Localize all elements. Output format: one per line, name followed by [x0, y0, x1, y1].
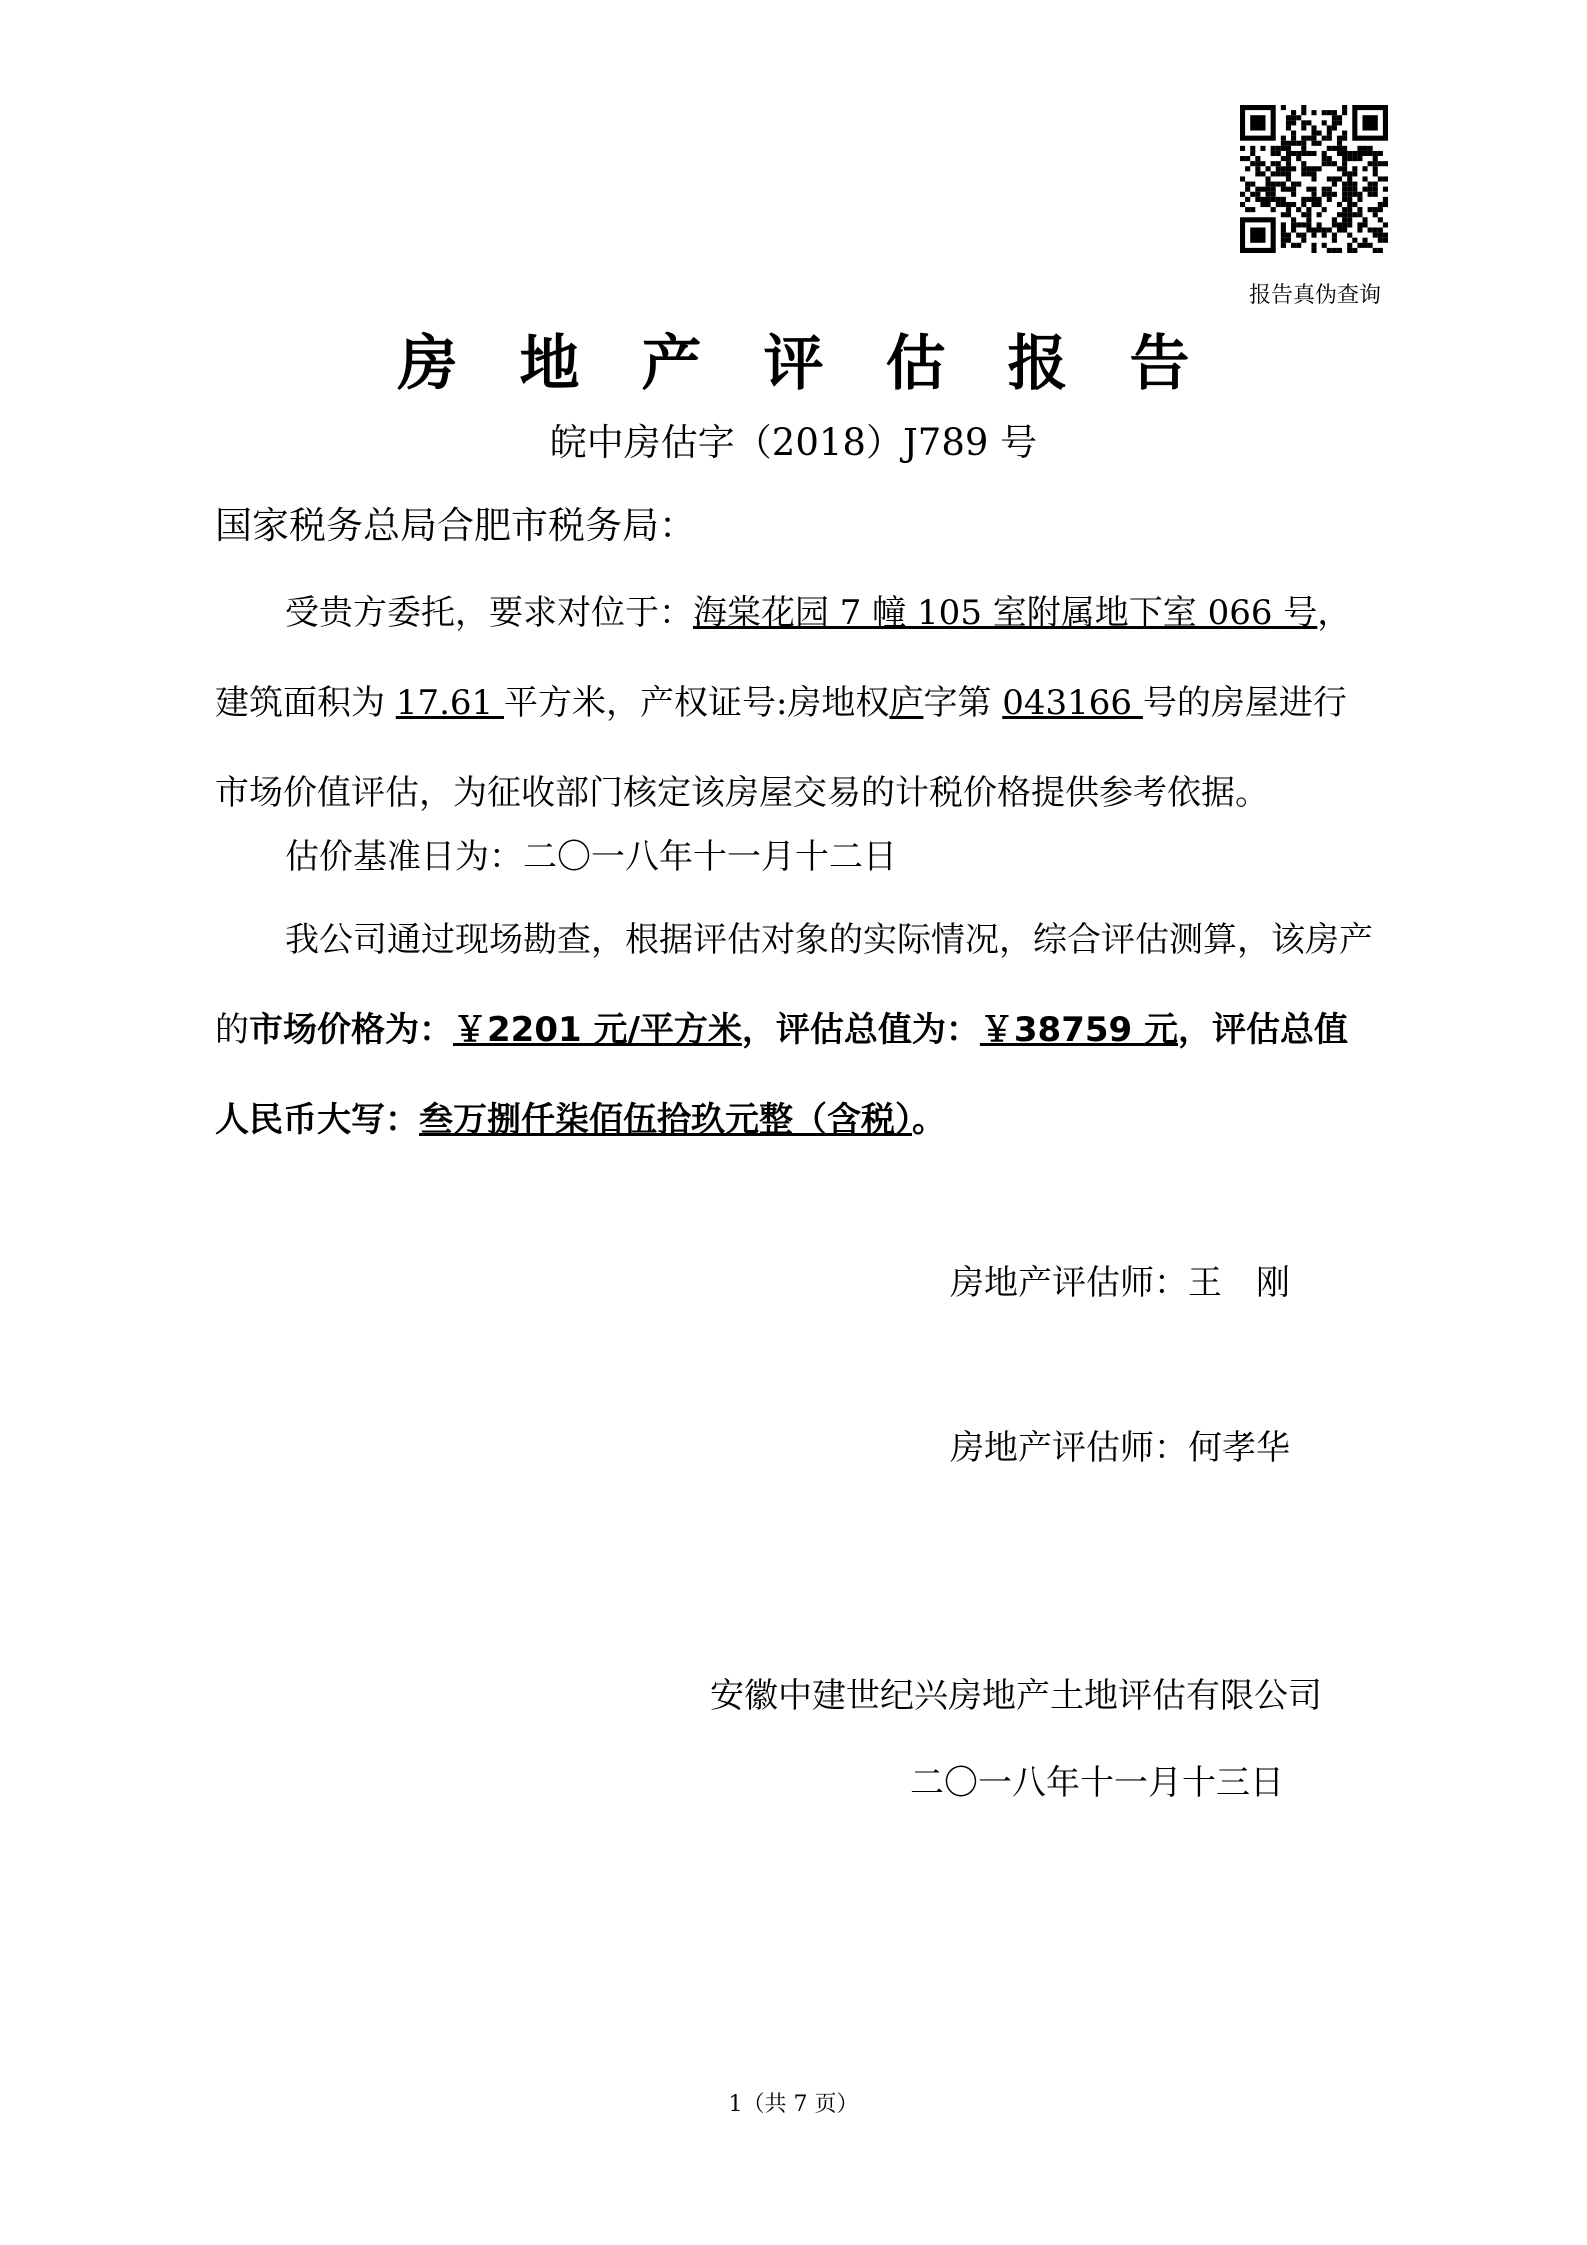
appraiser-signature-1: 房地产评估师：王 刚 [950, 1263, 1290, 1303]
company-name: 安徽中建世纪兴房地产土地评估有限公司 [710, 1676, 1322, 1716]
qr-code [1240, 105, 1388, 253]
text: 建筑面积为 [215, 683, 396, 723]
report-date: 二〇一八年十一月十三日 [910, 1763, 1284, 1803]
label: 市场价格为： [249, 1010, 453, 1050]
text: 。 [912, 1100, 946, 1140]
page-title: 房地产评估报告 [397, 329, 1252, 399]
valuation-date-paragraph: 估价基准日为：二〇一八年十一月十二日 [285, 837, 897, 877]
text: 我公司通过现场勘查，根据评估对象的实际情况，综合评估测算，该房产的 [215, 920, 1373, 1050]
unit-price: ￥2201 元/平方米 [453, 1010, 742, 1050]
text: 平方米，产权证号:房地权 [503, 683, 890, 723]
certificate-number: 043166 [1002, 683, 1143, 723]
text: 字第 [923, 683, 1003, 723]
property-address: 海棠花园 7 幢 105 室附属地下室 066 号 [693, 593, 1318, 633]
certificate-prefix: 庐 [889, 683, 924, 723]
text: 受贵方委托，要求对位于： [285, 593, 693, 633]
recipient: 国家税务总局合肥市税务局： [215, 504, 696, 547]
total-value: ￥38759 元 [979, 1010, 1179, 1050]
label: ，评估总值人民币大写： [215, 1010, 1349, 1140]
document-number: 皖中房估字（2018）J789 号 [549, 421, 1038, 464]
text: 号的房屋进行市场价值评估，为征收部门核定该房屋交易的计税价格提供参考依据。 [215, 683, 1347, 813]
commission-paragraph [215, 568, 1380, 838]
label: ，评估总值为： [741, 1010, 980, 1050]
building-area: 17.61 [395, 683, 504, 723]
total-value-words: 叁万捌仟柒佰伍拾玖元整（含税） [419, 1100, 912, 1140]
valuation-result-paragraph [215, 895, 1380, 1165]
qr-caption: 报告真伪查询 [1248, 283, 1381, 308]
page-number: 1（共 7 页） [728, 2092, 859, 2117]
appraiser-signature-2: 房地产评估师：何孝华 [950, 1428, 1290, 1468]
text: ， [1317, 593, 1352, 633]
